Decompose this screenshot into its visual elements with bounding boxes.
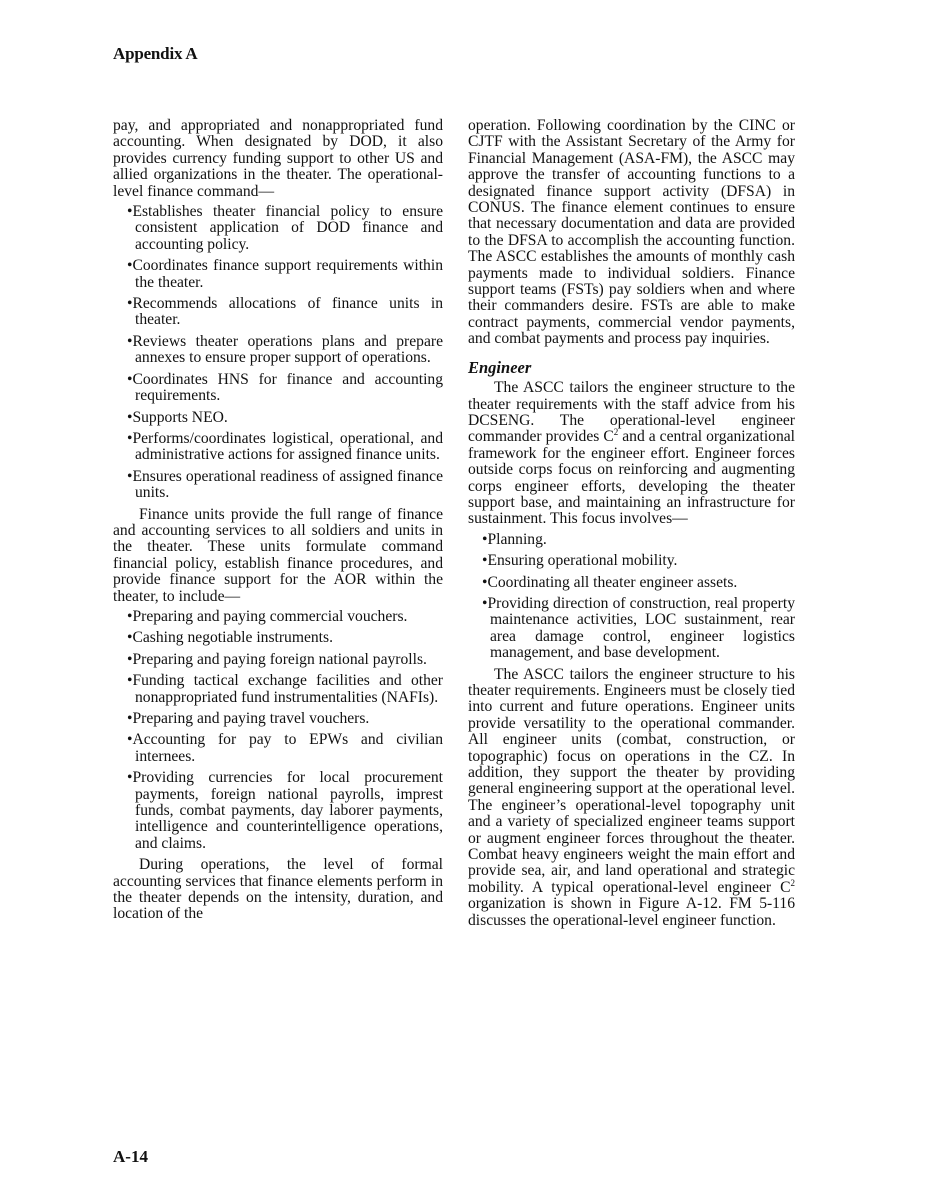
paragraph: Finance units provide the full range of finance and accounting services to all soldiers and units in the theater. These units formulate command financial policy, establish finance procedures, and provide finance support for the AOR within the theater, to include— xyxy=(113,505,443,605)
list-item: •Providing currencies for local procurement payments, foreign national payrolls, imprest funds, combat payments, day laborer payments, intelligence and counterintelligence operations, and claims. xyxy=(127,769,443,852)
list-item: •Planning. xyxy=(482,530,547,548)
page-number: A-14 xyxy=(113,1147,148,1166)
superscript: 2 xyxy=(613,427,619,438)
list-item: •Coordinating all theater engineer assets. xyxy=(482,573,738,591)
list-item: •Performs/coordinates logistical, operational, and administrative actions for assigned finance units. xyxy=(127,429,443,464)
list-item: •Coordinates HNS for finance and accounting requirements. xyxy=(127,370,443,405)
paragraph: During operations, the level of formal accounting services that finance elements perform in the theater depends on the intensity, duration, and location of the xyxy=(113,856,443,923)
paragraph xyxy=(468,667,795,930)
paragraph: pay, and appropriated and nonappropriated fund accounting. When designated by DOD, it also provides currency funding support to other US and allied organizations in the theater. The operational-level finance command— xyxy=(113,117,443,200)
list-item: •Reviews theater operations plans and prepare annexes to ensure proper support of operations. xyxy=(127,332,443,367)
right-column xyxy=(468,118,795,929)
superscript: 2 xyxy=(790,877,795,888)
list-item: •Ensuring operational mobility. xyxy=(482,552,678,570)
list-item: •Coordinates finance support requirements within the theater. xyxy=(127,257,443,291)
finance-command-list xyxy=(113,204,443,502)
text-run: and a central organizational framework for the engineer effort. Engineer forces outside corps focus on reinforcing and augmenting corps engineer efforts, developing the theater support base, and maintaining an infrastructure for sustainment. This focus involves— xyxy=(468,428,795,528)
text-run: The ASCC tailors the engineer structure to the theater requirements with the staff advice from his DCSENG. The operational-level engineer commander provides C xyxy=(468,379,795,446)
list-item: •Recommends allocations of finance units in theater. xyxy=(127,295,443,329)
engineer-focus-list xyxy=(468,532,795,662)
list-item: •Establishes theater financial policy to ensure consistent application of DOD finance and accounting policy. xyxy=(127,203,443,253)
list-item: •Providing direction of construction, real property maintenance activities, LOC sustainment, rear area damage control, engineer logistics management, and base development. xyxy=(482,594,795,662)
finance-units-list xyxy=(113,609,443,852)
paragraph xyxy=(468,380,795,528)
page-header: Appendix A xyxy=(113,44,198,63)
list-item: •Accounting for pay to EPWs and civilian internees. xyxy=(127,731,443,765)
list-item: •Funding tactical exchange facilities and other nonappropriated fund instrumentalities (NAFIs). xyxy=(127,672,443,706)
list-item: •Supports NEO. xyxy=(127,408,228,426)
list-item: •Ensures operational readiness of assigned finance units. xyxy=(127,467,443,502)
section-heading-engineer: Engineer xyxy=(468,357,532,377)
list-item: •Preparing and paying travel vouchers. xyxy=(127,710,370,727)
text-run: The ASCC tailors the engineer structure to his theater requirements. Engineers must be closely tied into current and future operations. Engineer units provide versatility to the operational commander. All engineer units (combat, construction, or topographic) focus on operations in the CZ. In addition, they support the theater by providing general engineering support at the operational level. The engineer’s operational-level topography unit and a variety of specialized engineer teams support or augment engineer forces throughout the theater. Combat heavy engineers weight the main effort and provide sea, air, and land operational and strategic mobility. A typical operational-level engineer C xyxy=(468,665,795,896)
left-column xyxy=(113,118,443,923)
list-item: •Cashing negotiable instruments. xyxy=(127,629,333,647)
text-run: organization is shown in Figure A-12. FM 5-116 discusses the operational-level engineer function. xyxy=(468,895,795,929)
list-item: •Preparing and paying foreign national payrolls. xyxy=(127,650,427,668)
list-item: •Preparing and paying commercial vouchers. xyxy=(127,607,408,625)
paragraph: operation. Following coordination by the CINC or CJTF with the Assistant Secretary of the Army for Financial Management (ASA-FM), the ASCC may approve the transfer of accounting functions to a designated finance support activity (DFSA) in CONUS. The finance element continues to ensure that necessary documentation and data are provided to the DFSA to accomplish the accounting function. The ASCC establishes the amounts of monthly cash payments made to individual soldiers. Finance support teams (FSTs) pay soldiers when and where their commanders desire. FSTs are able to make contract payments, commercial vendor payments, and combat payments and process pay inquiries. xyxy=(468,117,795,348)
